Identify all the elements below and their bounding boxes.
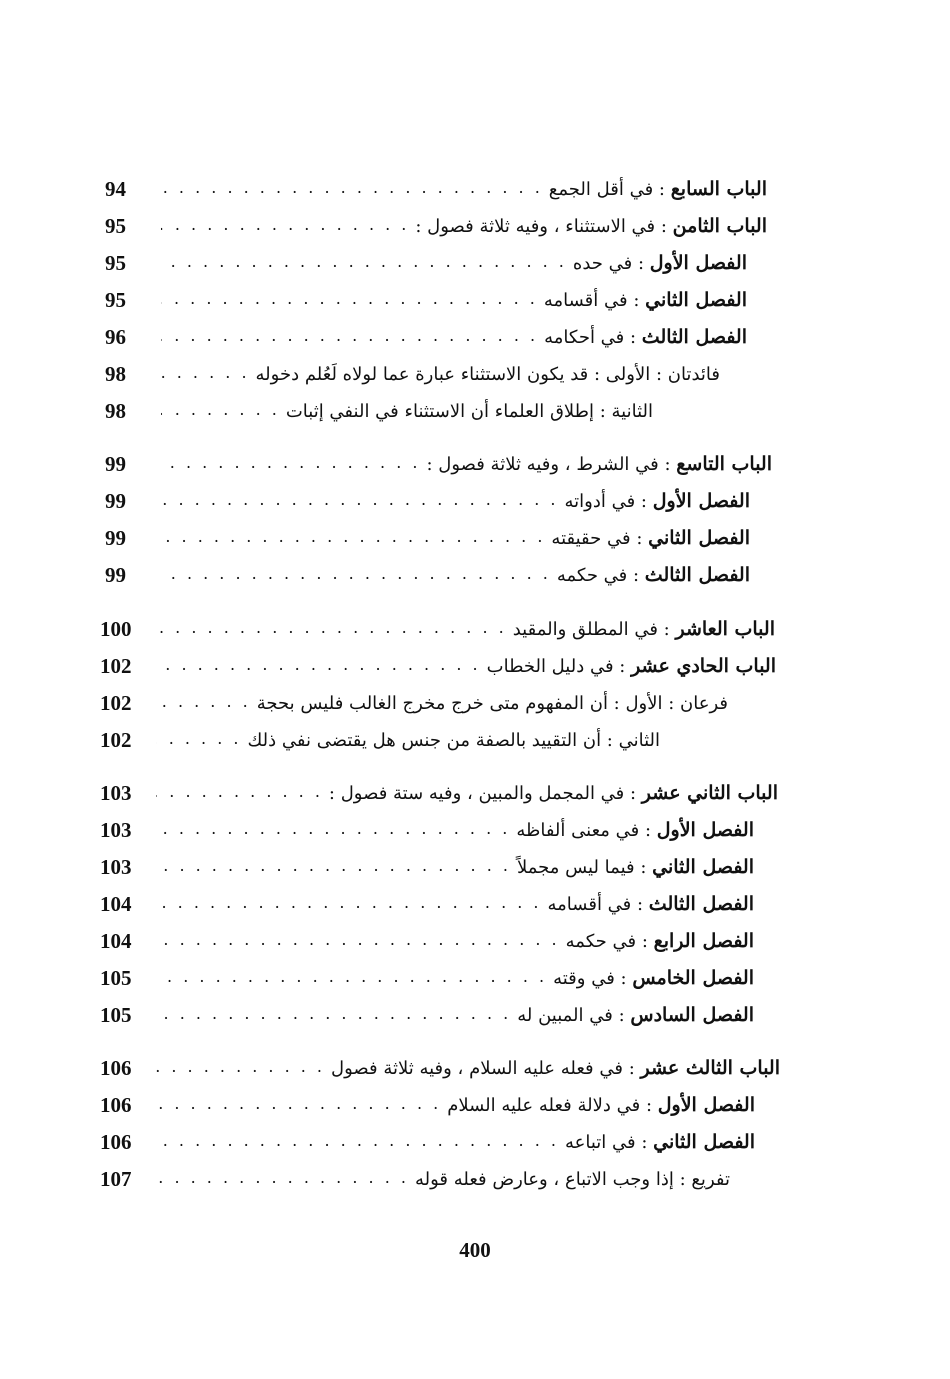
- page-number: 95: [105, 288, 126, 312]
- entry-title: الباب الثالث عشر : في فعله عليه السلام ، وفيه ثلاثة فصول: [331, 1056, 780, 1079]
- toc-row: [100, 924, 754, 958]
- toc-row: [105, 283, 747, 317]
- entry-title: الفصل الأول : في حده: [572, 251, 747, 274]
- toc-row: [100, 1125, 755, 1159]
- dot-leader: [156, 1162, 409, 1196]
- dot-leader: [156, 813, 510, 847]
- page-number: 99: [105, 452, 126, 476]
- entry-title: الفصل الرابع : في حكمه: [565, 929, 754, 952]
- dot-leader: [161, 521, 545, 555]
- entry-title: الفصل الثالث : في حكمه: [556, 563, 750, 586]
- page-number: 105: [100, 966, 132, 990]
- page-number: 107: [100, 1167, 132, 1191]
- page-number: 98: [105, 399, 126, 423]
- toc-row: [100, 813, 754, 847]
- entry-title: الباب الحادي عشر : في دليل الخطاب: [486, 654, 776, 677]
- dot-leader: [156, 1088, 441, 1122]
- page-number: 103: [100, 855, 132, 879]
- toc-row: [100, 961, 754, 995]
- toc-row: [100, 1162, 730, 1196]
- entry-title: فرعان : الأول : أن المفهوم متى خرج مخرج الغالب فليس بحجة: [256, 692, 728, 714]
- page-number: 96: [105, 325, 126, 349]
- toc-row: [100, 850, 754, 884]
- toc-row: [100, 998, 754, 1032]
- toc-row: [105, 484, 750, 518]
- entry-title: الفصل الأول : في أدواته: [564, 489, 750, 512]
- entry-title: الباب السابع : في أقل الجمع: [548, 177, 767, 200]
- page-number: 104: [100, 892, 132, 916]
- page-number: 102: [100, 691, 132, 715]
- dot-leader: [161, 209, 409, 243]
- entry-title: الفصل الأول : في دلالة فعله عليه السلام: [447, 1093, 755, 1116]
- entry-title: الباب الثامن : في الاستثناء ، وفيه ثلاثة فصول :: [415, 214, 767, 237]
- dot-leader: [156, 850, 511, 884]
- page-number: 99: [105, 489, 126, 513]
- page-number: 106: [100, 1093, 132, 1117]
- entry-title: فائدتان : الأولى : قد يكون الاستثناء عبارة عما لولاه لَعُلم دخوله: [255, 363, 720, 385]
- toc-row: [100, 612, 775, 646]
- toc-row: [105, 447, 772, 481]
- entry-title: تفريع : إذا وجب الاتباع ، وعارض فعله قوله: [414, 1168, 730, 1190]
- dot-leader: [156, 686, 251, 720]
- toc-row: [100, 723, 660, 757]
- page-number: 98: [105, 362, 126, 386]
- toc-row: [105, 357, 720, 391]
- page-number: 95: [105, 251, 126, 275]
- dot-leader: [161, 558, 551, 592]
- dot-leader: [156, 1051, 325, 1085]
- dot-leader: [161, 357, 250, 391]
- toc-row: [105, 172, 767, 206]
- toc-row: [100, 686, 728, 720]
- dot-leader: [156, 1125, 559, 1159]
- toc-row: [100, 887, 754, 921]
- page-number: 102: [100, 654, 132, 678]
- entry-title: الفصل الثاني : في حقيقته: [551, 526, 750, 549]
- page-number: 103: [100, 818, 132, 842]
- dot-leader: [156, 776, 323, 810]
- dot-leader: [161, 484, 559, 518]
- toc-row: [100, 1088, 755, 1122]
- entry-title: الباب العاشر : في المطلق والمقيد: [512, 617, 775, 640]
- entry-title: الباب التاسع : في الشرط ، وفيه ثلاثة فصول :: [426, 452, 772, 475]
- entry-title: الباب الثاني عشر : في المجمل والمبين ، وفيه ستة فصول :: [328, 781, 778, 804]
- dot-leader: [156, 924, 560, 958]
- toc-row: [100, 1051, 780, 1085]
- dot-leader: [156, 998, 511, 1032]
- page-number: 99: [105, 563, 126, 587]
- entry-title: الفصل الثالث : في أقسامه: [547, 892, 754, 915]
- entry-title: الفصل الثاني : في اتباعه: [564, 1130, 755, 1153]
- toc-row: [105, 246, 747, 280]
- entry-title: الثاني : أن التقييد بالصفة من جنس هل يقتضى نفي ذلك: [247, 729, 660, 751]
- page-number: 102: [100, 728, 132, 752]
- dot-leader: [161, 246, 567, 280]
- dot-leader: [161, 172, 543, 206]
- toc-row: [105, 521, 750, 555]
- page-number: 100: [100, 617, 132, 641]
- page-folio: 400: [459, 1238, 491, 1262]
- dot-leader: [156, 612, 507, 646]
- page-number: 104: [100, 929, 132, 953]
- dot-leader: [156, 961, 547, 995]
- toc-row: [105, 209, 767, 243]
- page-number: 106: [100, 1130, 132, 1154]
- dot-leader: [161, 394, 280, 428]
- entry-title: الفصل الأول : في معنى ألفاظه: [516, 818, 754, 841]
- entry-title: الثانية : إطلاق العلماء أن الاستثناء في النفي إثبات: [285, 400, 653, 422]
- page-number: 95: [105, 214, 126, 238]
- toc-row: [100, 649, 776, 683]
- page-number: 105: [100, 1003, 132, 1027]
- page-number: 94: [105, 177, 126, 201]
- dot-leader: [161, 320, 538, 354]
- page-number: 99: [105, 526, 126, 550]
- entry-title: الفصل الثاني : فيما ليس مجملاً: [516, 855, 754, 878]
- dot-leader: [156, 723, 241, 757]
- entry-title: الفصل الثاني : في أقسامه: [543, 288, 747, 311]
- dot-leader: [161, 447, 420, 481]
- entry-title: الفصل الثالث : في أحكامه: [544, 325, 747, 348]
- toc-row: [100, 776, 778, 810]
- page-number: 103: [100, 781, 132, 805]
- page-number: 106: [100, 1056, 132, 1080]
- dot-leader: [156, 887, 542, 921]
- dot-leader: [156, 649, 481, 683]
- dot-leader: [161, 283, 538, 317]
- toc-row: [105, 320, 747, 354]
- entry-title: الفصل الخامس : في وقته: [553, 966, 754, 989]
- toc-row: [105, 394, 653, 428]
- entry-title: الفصل السادس : في المبين له: [517, 1003, 754, 1026]
- toc-row: [105, 558, 750, 592]
